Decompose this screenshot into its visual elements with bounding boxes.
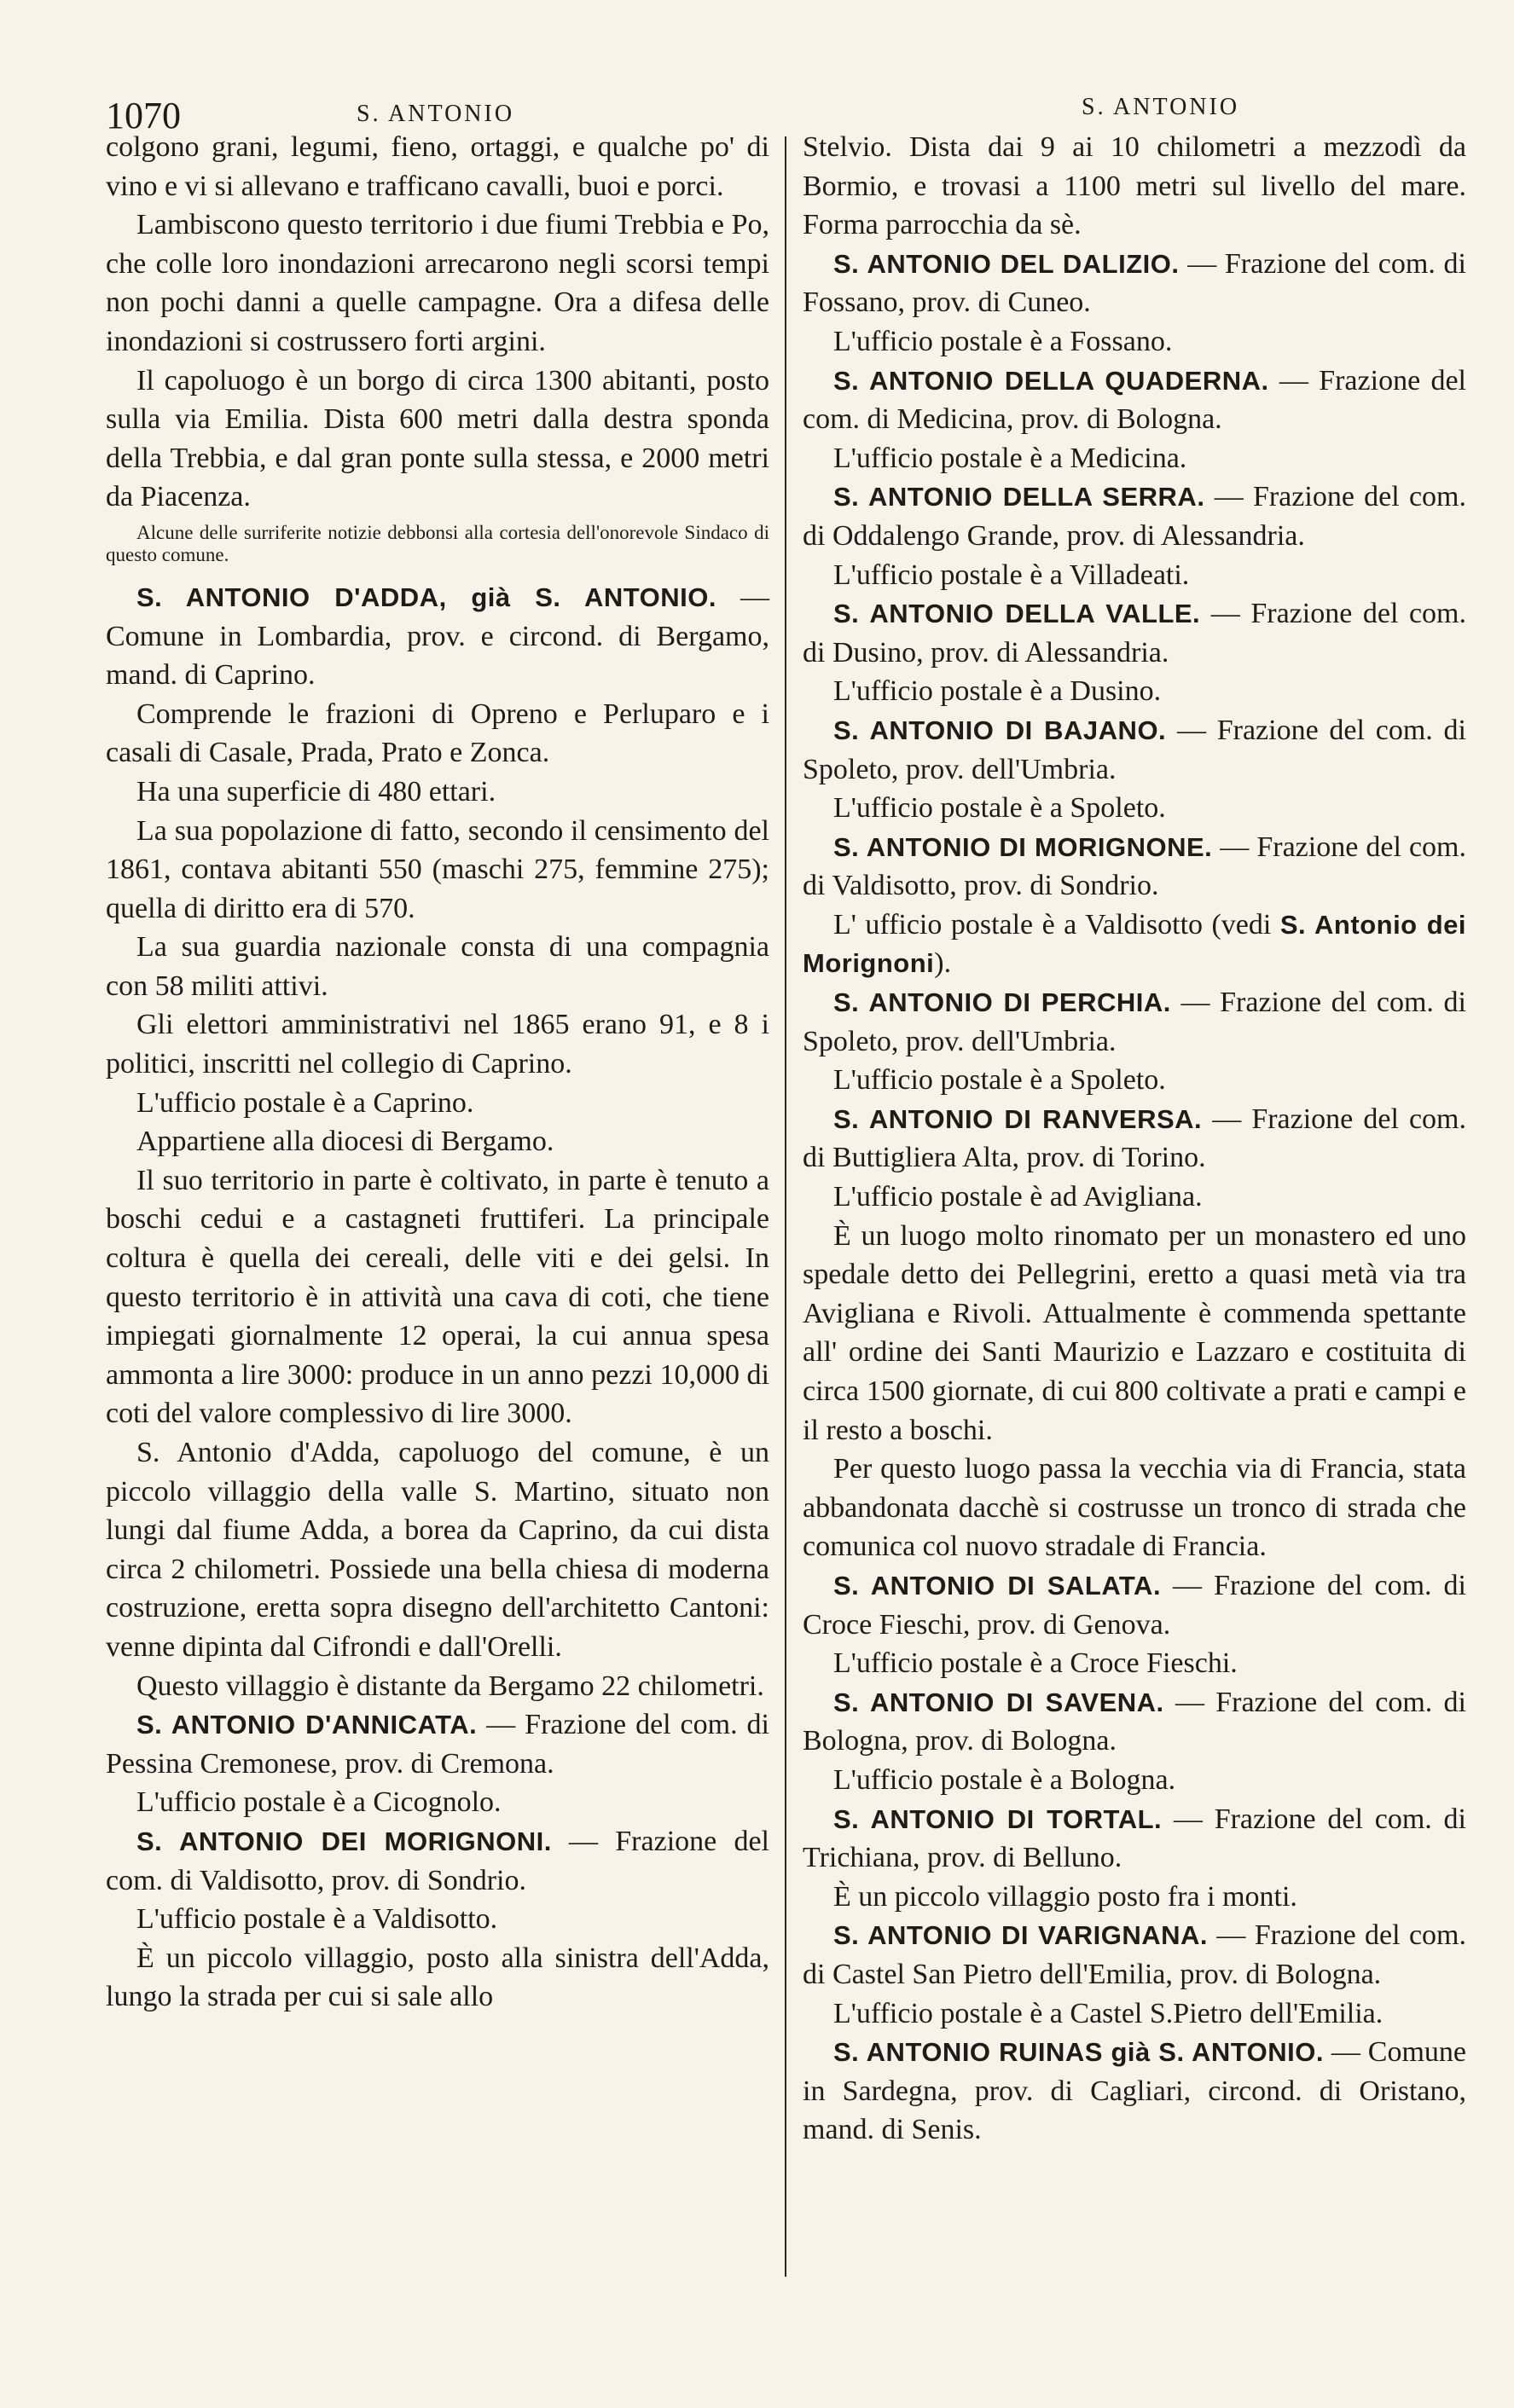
entry-heading: S. ANTONIO D'ADDA, già S. ANTONIO. <box>136 582 716 612</box>
running-head-left: S. ANTONIO <box>357 101 515 127</box>
text-run: L' ufficio postale è a Valdisotto (vedi <box>833 908 1280 941</box>
entry-heading: S. ANTONIO DEI MORIGNONI. <box>136 1826 552 1856</box>
paragraph: L'ufficio postale è a Spoleto. <box>833 792 1166 825</box>
entry-s-antonio-di-tortal <box>803 1800 1466 1878</box>
left-column <box>106 128 769 2017</box>
paragraph: La sua popolazione di fatto, secondo il censimento del 1861, contava abitanti 550 (maschi 275, femmine 275); quella di diritto era di 570. <box>106 814 769 924</box>
paragraph: Questo villaggio è distante da Bergamo 22 chilometri. <box>136 1670 764 1702</box>
paragraph: È un piccolo villaggio posto fra i monti. <box>833 1880 1297 1913</box>
entry-heading: S. ANTONIO DI MORIGNONE. <box>833 831 1213 862</box>
entry-s-antonio-del-dalizio <box>803 245 1466 322</box>
entry-text: — Frazione del com. di Bologna, prov. di Bologna. <box>803 1686 1466 1757</box>
entry-text: — Comune in Lombardia, prov. e circond. di Bergamo, mand. di Caprino. <box>106 581 769 692</box>
paragraph: L'ufficio postale è a Dusino. <box>833 675 1162 708</box>
paragraph: È un luogo molto rinomato per un monastero ed uno spedale detto dei Pellegrini, eretto a quasi metà via tra Avigliana e Rivoli. Attualmente è commenda spettante all' ordine dei Santi Maurizio e Lazzaro e costituita di circa 1500 giornate, di cui 800 coltivate a prati e campi e il resto a boschi. <box>803 1219 1466 1446</box>
paragraph: L'ufficio postale è a Castel S.Pietro dell'Emilia. <box>833 1997 1383 2029</box>
paragraph: L'ufficio postale è a Medicina. <box>833 442 1187 474</box>
entry-text: — Frazione del com. di Valdisotto, prov. di Sondrio. <box>106 1825 769 1896</box>
entry-s-antonio-di-savena <box>803 1683 1466 1761</box>
entry-heading: S. ANTONIO DI PERCHIA. <box>833 987 1171 1018</box>
entry-heading: S. ANTONIO DI BAJANO. <box>833 715 1167 745</box>
entry-s-antonio-di-salata <box>803 1566 1466 1644</box>
entry-s-antonio-di-perchia <box>803 983 1466 1061</box>
paragraph: Appartiene alla diocesi di Bergamo. <box>136 1126 554 1158</box>
entry-s-antonio-della-serra <box>803 478 1466 555</box>
entry-heading: S. ANTONIO DI SAVENA. <box>833 1687 1164 1717</box>
paragraph: Il suo territorio in parte è coltivato, in parte è tenuto a boschi cedui e a castagneti fruttiferi. La principale coltura è quella dei cereali, delle viti e dei gelsi. In questo territorio è in attività una cava di coti, che tiene impiegati giornalmente 12 operai, la cui annua spesa ammonta a lire 3000: produce in un anno pezzi 10,000 di coti del valore complessivo di lire 3000. <box>106 1164 769 1430</box>
footnote: Alcune delle surriferite notizie debbonsi alla cortesia dell'onorevole Sindaco di questo comune. <box>106 521 769 565</box>
entry-s-antonio-d-adda <box>106 578 769 695</box>
paragraph: L'ufficio postale è a Fossano. <box>833 325 1173 357</box>
paragraph: colgono grani, legumi, fieno, ortaggi, e qualche po' di vino e vi si allevano e trafficano cavalli, buoi e porci. <box>106 131 769 202</box>
paragraph: Per questo luogo passa la vecchia via di Francia, stata abbandonata dacchè si costrusse un tronco di strada che comunica col nuovo stradale di Francia. <box>803 1453 1466 1563</box>
entry-text: — Frazione del com. di Buttigliera Alta, prov. di Torino. <box>803 1103 1466 1174</box>
paragraph: L'ufficio postale è a Villadeati. <box>833 559 1190 591</box>
paragraph: L'ufficio postale è ad Avigliana. <box>833 1181 1203 1213</box>
paragraph: Gli elettori amministrativi nel 1865 erano 91, e 8 i politici, inscritti nel collegio di Caprino. <box>106 1009 769 1080</box>
paragraph: È un piccolo villaggio, posto alla sinistra dell'Adda, lungo la strada per cui si sale allo <box>106 1942 769 2013</box>
entry-heading: S. ANTONIO RUINAS già S. ANTONIO. <box>833 2037 1324 2068</box>
entry-heading: S. ANTONIO DI TORTAL. <box>833 1803 1163 1834</box>
paragraph: Stelvio. Dista dai 9 ai 10 chilometri a mezzodì da Bormio, e trovasi a 1100 metri sul livello del mare. Forma parrocchia da sè. <box>803 131 1466 241</box>
entry-heading: S. ANTONIO DI VARIGNANA. <box>833 1920 1208 1951</box>
paragraph: L'ufficio postale è a Spoleto. <box>833 1064 1166 1097</box>
entry-text: — Comune in Sardegna, prov. di Cagliari, circond. di Oristano, mand. di Senis. <box>803 2036 1466 2146</box>
entry-heading: S. ANTONIO DEL DALIZIO. <box>833 248 1180 279</box>
entry-heading: S. ANTONIO DELLA VALLE. <box>833 599 1201 629</box>
entry-s-antonio-di-ranversa <box>803 1100 1466 1178</box>
paragraph: Ha una superficie di 480 ettari. <box>136 775 496 807</box>
column-divider <box>785 136 786 2277</box>
entry-heading: S. ANTONIO DELLA SERRA. <box>833 482 1205 512</box>
entry-heading: S. ANTONIO DI SALATA. <box>833 1570 1162 1601</box>
cross-reference: S. Antonio dei Morignoni <box>803 909 1466 979</box>
entry-text: — Frazione del com. di Fossano, prov. di Cuneo. <box>803 247 1466 319</box>
paragraph: L'ufficio postale è a Bologna. <box>833 1763 1176 1796</box>
entry-s-antonio-della-quaderna <box>803 362 1466 439</box>
entry-s-antonio-di-bajano <box>803 711 1466 789</box>
entry-s-antonio-della-valle <box>803 594 1466 672</box>
paragraph: Il capoluogo è un borgo di circa 1300 abitanti, posto sulla via Emilia. Dista 600 metri dalla destra sponda della Trebbia, e dal gran ponte sulla stessa, e 2000 metri da Piacenza. <box>106 364 769 513</box>
paragraph: L'ufficio postale è a Valdisotto. <box>136 1903 498 1936</box>
entry-text: — Frazione del com. di Trichiana, prov. di Belluno. <box>803 1803 1466 1874</box>
entry-s-antonio-dei-morignoni <box>106 1822 769 1900</box>
paragraph: Lambiscono questo territorio i due fiumi Trebbia e Po, che colle loro inondazioni arrecarono negli scorsi tempi non pochi danni a quelle campagne. Ora a difesa delle inondazioni si costrussero forti argini. <box>106 209 769 357</box>
text-run: ). <box>934 947 952 980</box>
entry-heading: S. ANTONIO D'ANNICATA. <box>136 1710 478 1740</box>
entry-text: — Frazione del com. di Spoleto, prov. dell'Umbria. <box>803 714 1466 785</box>
paragraph: L'ufficio postale è a Croce Fieschi. <box>833 1647 1238 1680</box>
entry-s-antonio-d-annicata <box>106 1705 769 1783</box>
entry-s-antonio-ruinas <box>803 2033 1466 2150</box>
paragraph: La sua guardia nazionale consta di una compagnia con 58 militi attivi. <box>106 931 769 1002</box>
paragraph: Comprende le frazioni di Opreno e Perluparo e i casali di Casale, Prada, Prato e Zonca. <box>106 698 769 769</box>
paragraph: L'ufficio postale è a Caprino. <box>136 1086 474 1119</box>
entry-text: — Frazione del com. di Croce Fieschi, prov. di Genova. <box>803 1569 1466 1641</box>
paragraph <box>803 906 1466 983</box>
page-number: 1070 <box>106 95 181 136</box>
right-column <box>803 128 1466 2150</box>
entry-text: — Frazione del com. di Medicina, prov. di Bologna. <box>803 364 1466 436</box>
entry-text: — Frazione del com. di Dusino, prov. di Alessandria. <box>803 598 1467 669</box>
entry-text: — Frazione del com. di Pessina Cremonese, prov. di Cremona. <box>106 1709 769 1780</box>
entry-heading: S. ANTONIO DI RANVERSA. <box>833 1103 1203 1134</box>
entry-text: — Frazione del com. di Valdisotto, prov. di Sondrio. <box>803 831 1466 902</box>
entry-text: — Frazione del com. di Oddalengo Grande, prov. di Alessandria. <box>803 481 1466 552</box>
entry-s-antonio-di-varignana <box>803 1916 1466 1994</box>
entry-text: — Frazione del com. di Castel San Pietro dell'Emilia, prov. di Bologna. <box>803 1919 1466 1990</box>
entry-heading: S. ANTONIO DELLA QUADERNA. <box>833 365 1269 396</box>
running-head-right: S. ANTONIO <box>1082 94 1240 120</box>
entry-text: — Frazione del com. di Spoleto, prov. dell'Umbria. <box>803 987 1466 1057</box>
paragraph: L'ufficio postale è a Cicognolo. <box>136 1786 502 1819</box>
paragraph: S. Antonio d'Adda, capoluogo del comune, è un piccolo villaggio della valle S. Martino, situato non lungi dal fiume Adda, a borea da Caprino, da cui dista circa 2 chilometri. Possiede una bella chiesa di moderna costruzione, eretta sopra disegno dell'architetto Cantoni: venne dipinta dal Cifrondi e dall'Orelli. <box>106 1437 769 1663</box>
entry-s-antonio-di-morignone <box>803 828 1466 906</box>
